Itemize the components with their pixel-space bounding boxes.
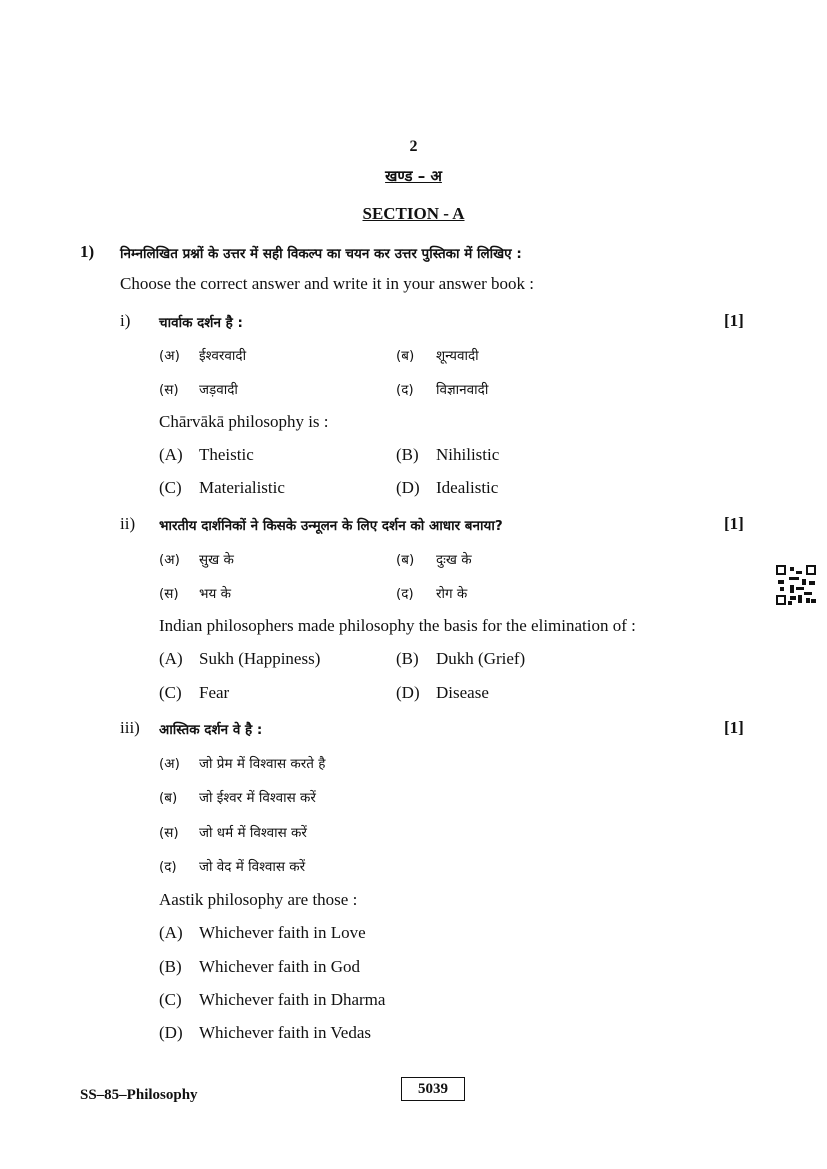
option-label: (स) bbox=[159, 586, 179, 602]
option bbox=[159, 823, 307, 841]
part-question-hindi: भारतीय दार्शनिकों ने किसके उन्मूलन के लिए दर्शन को आधार बनाया? bbox=[159, 518, 503, 534]
option bbox=[159, 857, 305, 875]
option bbox=[396, 649, 525, 669]
option bbox=[396, 584, 467, 602]
instruction-english: Choose the correct answer and write it in your answer book : bbox=[120, 274, 535, 293]
option-text: Dukh (Grief) bbox=[436, 649, 526, 668]
option-text: Whichever faith in Vedas bbox=[199, 1023, 371, 1042]
option-label: (अ) bbox=[159, 756, 180, 772]
option-text: Nihilistic bbox=[436, 445, 500, 464]
option-text: दुःख के bbox=[436, 552, 472, 568]
footer-paper-code: 5039 bbox=[401, 1077, 465, 1101]
option-label: (C) bbox=[159, 478, 182, 497]
option bbox=[159, 550, 234, 568]
khand-heading: खण्ड – अ bbox=[385, 167, 442, 185]
option-label: (D) bbox=[396, 478, 420, 497]
part-question-english: Indian philosophers made philosophy the basis for the elimination of : bbox=[159, 616, 636, 635]
option bbox=[159, 445, 254, 465]
option bbox=[159, 584, 231, 602]
option bbox=[396, 445, 499, 465]
part-question-hindi: आस्तिक दर्शन वे है : bbox=[159, 722, 263, 738]
option-text: जड़वादी bbox=[199, 382, 238, 398]
option-label: (A) bbox=[159, 649, 183, 668]
option-label: (ब) bbox=[159, 790, 178, 806]
option-text: Whichever faith in God bbox=[199, 957, 360, 976]
option-label: (द) bbox=[159, 859, 177, 875]
option-label: (A) bbox=[159, 923, 183, 942]
option-text: Whichever faith in Love bbox=[199, 923, 366, 942]
option-label: (स) bbox=[159, 825, 179, 841]
option bbox=[396, 346, 479, 364]
option-text: रोग के bbox=[436, 586, 468, 602]
option bbox=[159, 380, 238, 398]
option bbox=[159, 788, 316, 806]
option-text: विज्ञानवादी bbox=[436, 382, 489, 398]
option-text: Fear bbox=[199, 683, 230, 702]
qr-code-icon bbox=[776, 565, 816, 605]
option-text: Idealistic bbox=[436, 478, 499, 497]
option-label: (B) bbox=[396, 649, 419, 668]
option-label: (B) bbox=[396, 445, 419, 464]
option-text: ईश्वरवादी bbox=[199, 348, 247, 364]
question-number: 1) bbox=[80, 242, 95, 261]
page-number: 2 bbox=[409, 138, 418, 155]
option-label: (A) bbox=[159, 445, 183, 464]
option bbox=[159, 990, 385, 1010]
option-text: शून्यवादी bbox=[436, 348, 479, 364]
option-text: Whichever faith in Dharma bbox=[199, 990, 386, 1009]
option-text: Sukh (Happiness) bbox=[199, 649, 321, 668]
option bbox=[396, 380, 488, 398]
option-label: (द) bbox=[396, 382, 414, 398]
option bbox=[159, 683, 229, 703]
option-label: (अ) bbox=[159, 348, 180, 364]
option-text: Disease bbox=[436, 683, 489, 702]
part-question-english: Aastik philosophy are those : bbox=[159, 890, 358, 909]
marks: [1] bbox=[724, 514, 744, 533]
option bbox=[159, 346, 246, 364]
option bbox=[159, 649, 320, 669]
marks: [1] bbox=[724, 718, 744, 737]
option-label: (द) bbox=[396, 586, 414, 602]
part-number: iii) bbox=[120, 718, 140, 737]
option-text: जो धर्म में विश्वास करें bbox=[199, 825, 307, 841]
option-text: Theistic bbox=[199, 445, 254, 464]
option-text: जो ईश्वर में विश्वास करें bbox=[199, 790, 316, 806]
option-label: (C) bbox=[159, 990, 182, 1009]
option bbox=[159, 754, 325, 772]
option-label: (C) bbox=[159, 683, 182, 702]
part-question-english: Chārvākā philosophy is : bbox=[159, 412, 329, 431]
section-heading: SECTION - A bbox=[362, 204, 465, 223]
option-label: (ब) bbox=[396, 552, 415, 568]
option bbox=[159, 478, 285, 498]
option bbox=[159, 1023, 371, 1043]
part-number: ii) bbox=[120, 514, 136, 533]
instruction-hindi: निम्नलिखित प्रश्नों के उत्तर में सही विकल्प का चयन कर उत्तर पुस्तिका में लिखिए : bbox=[120, 246, 522, 262]
option-label: (D) bbox=[396, 683, 420, 702]
option-text: सुख के bbox=[199, 552, 234, 568]
option bbox=[159, 923, 366, 943]
option bbox=[396, 550, 472, 568]
option-label: (ब) bbox=[396, 348, 415, 364]
option bbox=[159, 957, 360, 977]
footer-subject: SS–85–Philosophy bbox=[80, 1087, 198, 1103]
option-text: जो वेद में विश्वास करें bbox=[199, 859, 306, 875]
option-label: (स) bbox=[159, 382, 179, 398]
option-text: Materialistic bbox=[199, 478, 285, 497]
option-label: (D) bbox=[159, 1023, 183, 1042]
part-number: i) bbox=[120, 311, 131, 330]
option-text: भय के bbox=[199, 586, 231, 602]
option-text: जो प्रेम में विश्वास करते है bbox=[199, 756, 326, 772]
option-label: (अ) bbox=[159, 552, 180, 568]
marks: [1] bbox=[724, 311, 744, 330]
option bbox=[396, 478, 498, 498]
option bbox=[396, 683, 489, 703]
option-label: (B) bbox=[159, 957, 182, 976]
part-question-hindi: चार्वाक दर्शन है : bbox=[159, 315, 243, 331]
